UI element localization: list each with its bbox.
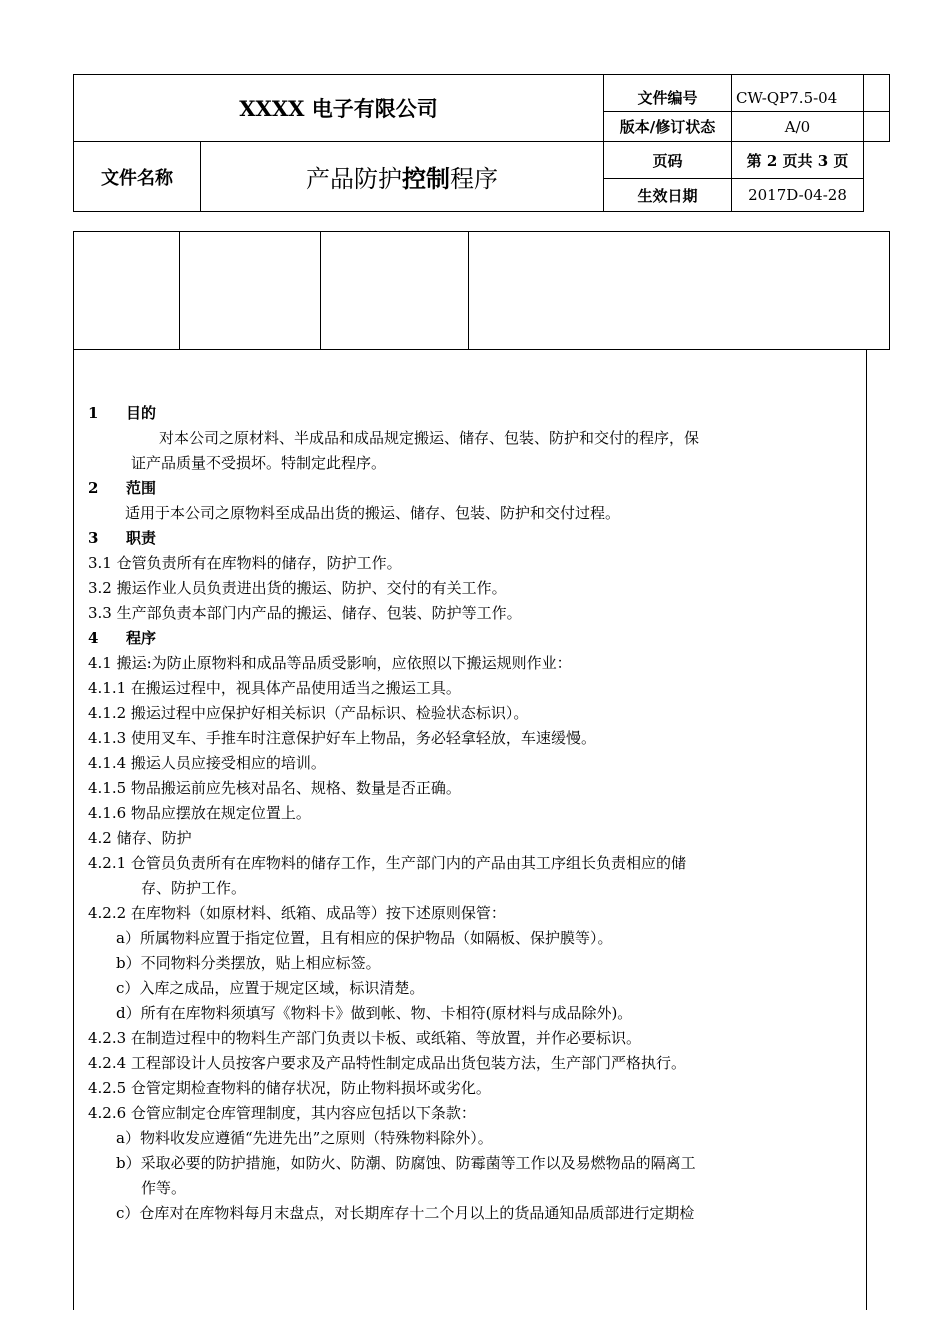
effective-date-value: 2017D-04-28	[748, 186, 847, 204]
section-2-para: 适用于本公司之原物料至成品出货的搬运、储存、包装、防护和交付过程。	[125, 504, 621, 522]
item-4-2-5: 4.2.5 仓管定期检查物料的储存状况，防止物料损坏或劣化。	[88, 1079, 491, 1097]
section-2-title: 范围	[126, 479, 157, 497]
item-4-2-2-b: b）不同物料分类摆放，贴上相应标签。	[116, 954, 381, 972]
rev-table-col1	[179, 231, 180, 349]
rev-table-col2	[320, 231, 321, 349]
doc-name-part1: 产品防护	[306, 165, 402, 193]
item-3-1: 3.1 仓管负责所有在库物料的储存，防护工作。	[88, 554, 402, 572]
section-3-title: 职责	[126, 529, 157, 547]
item-4-1-2: 4.1.2 搬运过程中应保护好相关标识（产品标识、检验状态标识）。	[88, 704, 529, 722]
section-4-number: 4	[88, 629, 99, 647]
company-name: XXXX 电子有限公司	[239, 96, 438, 121]
page-label: 页码	[652, 151, 683, 170]
section-1-title: 目的	[126, 404, 157, 422]
item-4-2-6: 4.2.6 仓管应制定仓库管理制度，其内容应包括以下条款：	[88, 1104, 476, 1122]
rev-table-top	[73, 231, 889, 232]
rev-table-col0	[73, 231, 74, 1310]
doc-no-value: CW-QP7.5-04	[736, 88, 838, 107]
section-1-number: 1	[88, 404, 99, 422]
item-4-2-2-c: c）入库之成品，应置于规定区域，标识清楚。	[116, 979, 425, 997]
section-1-para-line1: 对本公司之原材料、半成品和成品规定搬运、储存、包装、防护和交付的程序，保	[159, 429, 700, 447]
item-4-2-6-a: a）物料收发应遵循“先进先出”之原则（特殊物料除外）。	[116, 1129, 493, 1147]
item-4-1-3: 4.1.3 使用叉车、手推车时注意保护好车上物品，务必轻拿轻放，车速缓慢。	[88, 729, 596, 747]
item-3-2: 3.2 搬运作业人员负责进出货的搬运、防护、交付的有关工作。	[88, 579, 507, 597]
item-4-1: 4.1 搬运:为防止原物料和成品等品质受影响，应依照以下搬运规则作业：	[88, 654, 572, 672]
section-3-heading	[88, 526, 156, 550]
version-label: 版本/修订状态	[619, 118, 716, 136]
section-4-title: 程序	[126, 629, 157, 647]
item-4-2-2: 4.2.2 在库物料（如原材料、纸箱、成品等）按下述原则保管：	[88, 904, 506, 922]
doc-name	[201, 142, 603, 211]
item-4-2-3: 4.2.3 在制造过程中的物料生产部门负责以卡板、或纸箱、等放置，并作必要标识。	[88, 1029, 641, 1047]
item-4-1-5: 4.1.5 物品搬运前应先核对品名、规格、数量是否正确。	[88, 779, 461, 797]
doc-name-part3: 程序	[450, 165, 498, 193]
section-3-number: 3	[88, 529, 99, 547]
section-1-para-line2: 证产品质量不受损坏。特制定此程序。	[131, 454, 387, 472]
header-meta-right	[863, 74, 864, 212]
item-3-3: 3.3 生产部负责本部门内产品的搬运、储存、包装、防护等工作。	[88, 604, 522, 622]
header-bottom-border	[73, 211, 863, 212]
doc-no-label: 文件编号	[637, 89, 698, 107]
item-4-1-1: 4.1.1 在搬运过程中，视具体产品使用适当之搬运工具。	[88, 679, 461, 697]
doc-name-part2: 控制	[402, 164, 450, 193]
item-4-2-2-d: d）所有在库物料须填写《物料卡》做到帐、物、卡相符(原材料与成品除外)。	[116, 1004, 633, 1022]
item-4-2: 4.2 储存、防护	[88, 829, 192, 847]
section-2-heading	[88, 476, 156, 500]
rev-table-col3	[468, 231, 469, 349]
item-4-2-6-b-line1: b）采取必要的防护措施，如防火、防潮、防腐蚀、防霉菌等工作以及易燃物品的隔离工	[116, 1154, 696, 1172]
item-4-1-6: 4.1.6 物品应摆放在规定位置上。	[88, 804, 311, 822]
version-value: A/0	[784, 117, 811, 136]
rev-table-col4	[889, 231, 890, 350]
item-4-2-4: 4.2.4 工程部设计人员按客户要求及产品特性制定成品出货包装方法，生产部门严格执行。	[88, 1054, 686, 1072]
section-2-number: 2	[88, 479, 99, 497]
rev-table-bottom	[73, 349, 889, 350]
item-4-2-6-b-line2: 作等。	[141, 1179, 187, 1197]
header-outer-right	[889, 74, 890, 142]
item-4-2-1-line2: 存、防护工作。	[141, 879, 247, 897]
section-1-heading	[88, 401, 156, 425]
item-4-1-4: 4.1.4 搬运人员应接受相应的培训。	[88, 754, 326, 772]
effective-date-label: 生效日期	[637, 186, 698, 205]
doc-name-label: 文件名称	[101, 167, 173, 189]
item-4-2-6-c: c）仓库对在库物料每月末盘点，对长期库存十二个月以上的货品通知品质部进行定期检	[116, 1204, 695, 1222]
page-value: 第 2 页共 3 页	[746, 151, 849, 170]
item-4-2-1-line1: 4.2.1 仓管员负责所有在库物料的储存工作，生产部门内的产品由其工序组长负责相应的储	[88, 854, 686, 872]
section-4-heading	[88, 626, 156, 650]
item-4-2-2-a: a）所属物料应置于指定位置，且有相应的保护物品（如隔板、保护膜等）。	[116, 929, 613, 947]
content-right-border	[866, 349, 867, 1310]
